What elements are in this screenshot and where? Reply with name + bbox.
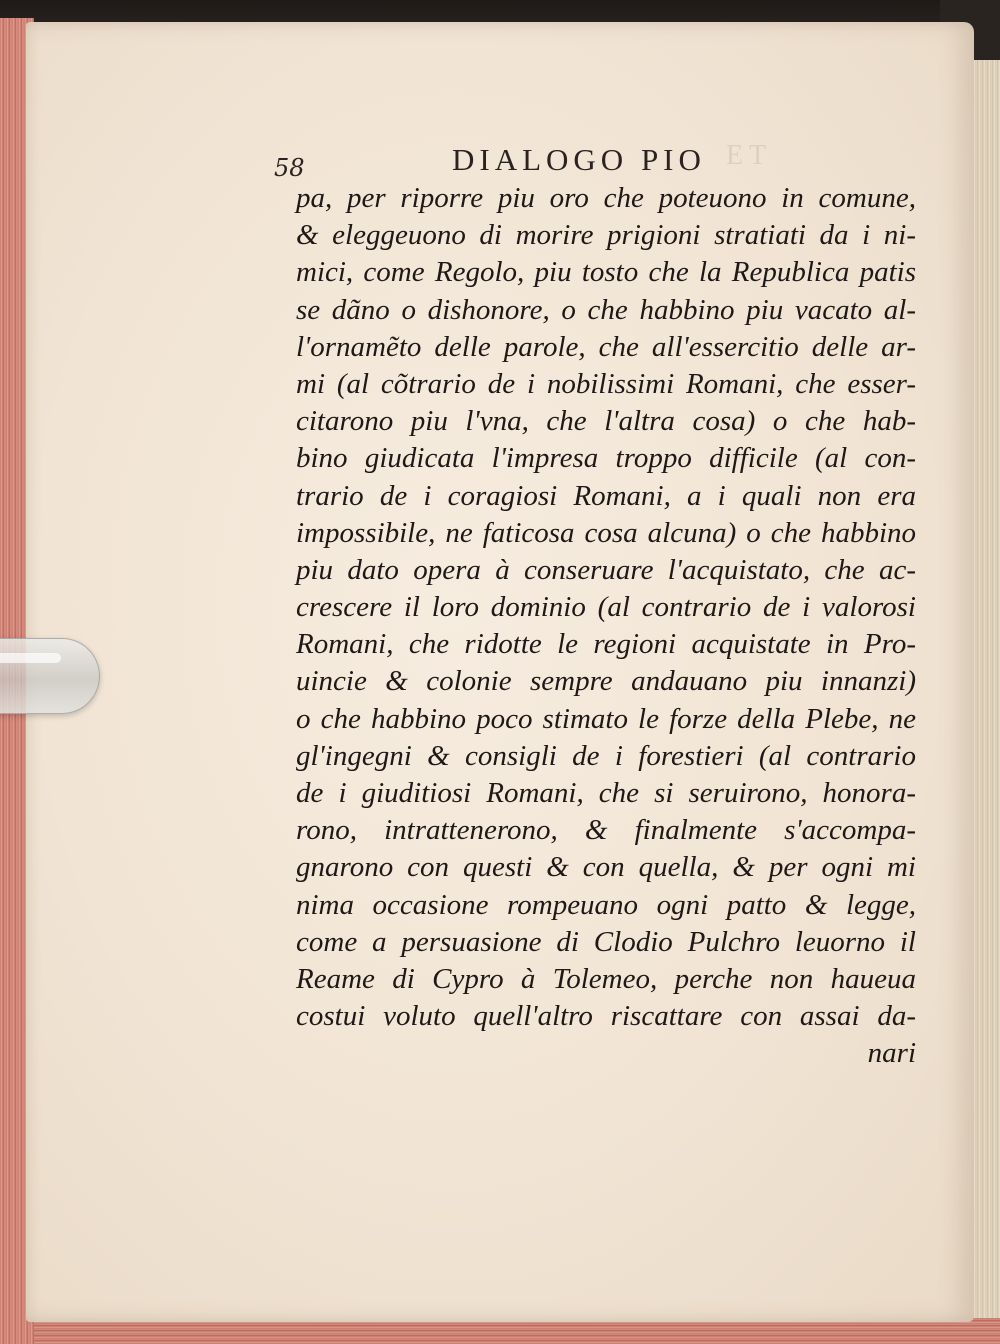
catchword-line: nari [867,1037,916,1070]
text-line: gl'ingegni & consigli de i forestieri (al contrario [296,739,916,772]
running-title: DIALOGO PIO [452,142,706,177]
clip-highlight [0,653,61,663]
text-line: piu dato opera à conseruare l'acquistato, che ac- [296,553,916,586]
text-line: & eleggeuono di morire prigioni stratiati da i ni- [296,219,916,252]
page-number: 58 [274,154,305,182]
text-line: uincie & colonie sempre andauano piu innanzi) [296,665,916,698]
text-line: l'ornamẽto delle parole, che all'essercitio delle ar- [296,330,916,363]
show-through-text: ET [726,140,773,171]
text-line: se dãno o dishonore, o che habbino piu vacato al- [296,293,916,326]
text-line: mici, come Regolo, piu tosto che la Republica patis [296,256,916,289]
text-line: come a persuasione di Clodio Pulchro leuorno il [296,925,916,958]
page-clip [0,638,100,714]
body-text [296,180,916,1073]
book-page [26,22,974,1322]
text-line: trario de i coragiosi Romani, a i quali non era [296,479,916,512]
text-line: Romani, che ridotte le regioni acquistate in Pro- [296,628,916,661]
text-line: bino giudicata l'impresa troppo difficile (al con- [296,442,916,475]
text-line: crescere il loro dominio (al contrario de i valorosi [296,591,916,624]
text-line: costui voluto quell'altro riscattare con assai da- [296,1000,916,1033]
text-line: citarono piu l'vna, che l'altra cosa) o che hab- [296,405,916,438]
text-line: nima occasione rompeuano ogni patto & legge, [296,888,916,921]
text-line: rono, intrattenerono, & finalmente s'accompa- [296,814,916,847]
running-head [226,130,866,180]
text-line: o che habbino poco stimato le forze della Plebe, ne [296,702,916,735]
text-line: mi (al cõtrario de i nobilissimi Romani, che esser- [296,367,916,400]
text-line: de i giuditiosi Romani, che si seruirono, honora- [296,777,916,809]
text-line: impossibile, ne faticosa cosa alcuna) o che habbino [296,516,916,549]
text-line: pa, per riporre piu oro che poteuono in comune, [296,182,916,214]
text-line: Reame di Cypro à Tolemeo, perche non haueua [296,962,916,995]
text-line: gnarono con questi & con quella, & per ogni mi [296,851,916,884]
